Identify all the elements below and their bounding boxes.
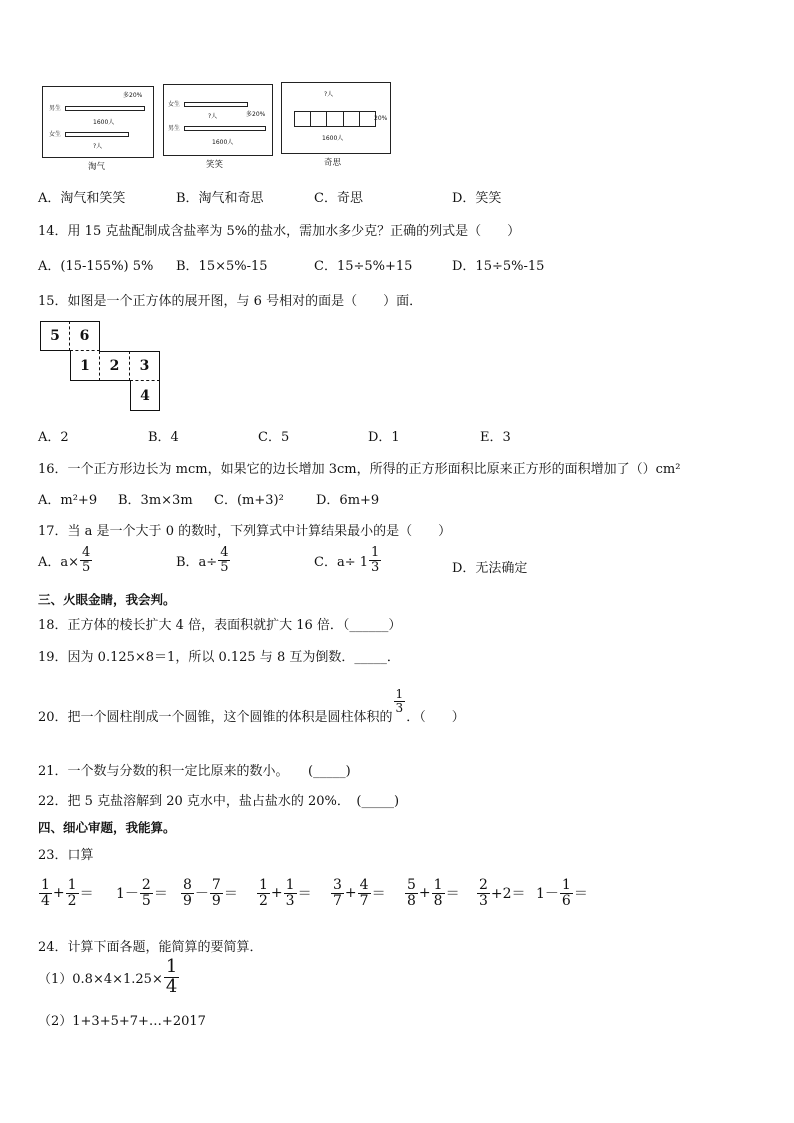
operator: － xyxy=(194,886,209,903)
q15-option-e: E．3 xyxy=(480,430,511,445)
q14-option-a: A．(15-155%) 5% xyxy=(38,259,154,274)
fraction-denominator: 9 xyxy=(183,892,192,909)
prefix: 1－ xyxy=(116,886,139,903)
equals: ＝ xyxy=(223,886,238,903)
fraction-denominator: 7 xyxy=(359,892,369,909)
fraction-denominator: 5 xyxy=(141,892,151,909)
q24-part-2: （2）1+3+5+7+…+2017 xyxy=(38,1014,206,1029)
q24-part-1 xyxy=(38,958,180,997)
q17-a-prefix: A．a× xyxy=(38,554,80,570)
equals: ＝ xyxy=(445,886,460,903)
fraction-numerator: 1 xyxy=(433,877,443,893)
mental-math-5 xyxy=(330,878,386,908)
fraction-denominator: 4 xyxy=(41,892,50,909)
q19-text: 19．因为 0.125×8＝1，所以 0.125 与 8 互为倒数．_____． xyxy=(38,650,400,665)
mental-math-4 xyxy=(256,878,312,908)
fraction xyxy=(140,878,153,908)
fraction-denominator: 3 xyxy=(395,701,404,715)
mental-math-2 xyxy=(116,878,168,908)
fraction-numerator: 3 xyxy=(333,877,342,893)
q20-text xyxy=(38,678,465,725)
fraction-numerator: 1 xyxy=(165,956,178,977)
fraction-numerator: 2 xyxy=(479,877,488,893)
fig1-boy: 男生 xyxy=(49,105,62,112)
q15-option-b: B．4 xyxy=(148,430,179,445)
q23-label: 23．口算 xyxy=(38,848,94,863)
fig2-caption: 笑笑 xyxy=(206,160,224,170)
q14-text: 14．用 15 克盐配制成含盐率为 5%的盐水，需加水多少克？正确的列式是（ ） xyxy=(38,224,521,239)
equals: ＝ xyxy=(573,886,588,903)
q13-option-c: C．奇思 xyxy=(314,191,363,206)
fraction xyxy=(331,878,344,908)
fig1-girl: 女生 xyxy=(49,131,62,138)
q15-option-d: D．1 xyxy=(368,430,400,445)
net-cell-5: 5 xyxy=(40,321,70,351)
net-cell-2: 2 xyxy=(100,351,130,381)
net-cell-3: 3 xyxy=(130,351,160,381)
fraction-numerator: 1 xyxy=(67,877,77,893)
fraction xyxy=(181,878,194,908)
q20-fraction xyxy=(394,688,406,714)
fig3-q: ?人 xyxy=(324,91,334,98)
figure-qisi xyxy=(281,82,391,154)
fraction-denominator: 5 xyxy=(220,559,229,575)
fraction xyxy=(405,878,418,908)
fraction-denominator: 5 xyxy=(82,559,91,575)
fraction-numerator: 7 xyxy=(211,877,221,893)
fraction xyxy=(257,878,270,908)
fraction xyxy=(560,878,573,908)
fraction-denominator: 2 xyxy=(67,892,77,909)
q17-option-c xyxy=(314,546,382,574)
q18-text: 18．正方体的棱长扩大 4 倍，表面积就扩大 16 倍．（______） xyxy=(38,618,402,633)
equals: ＝ xyxy=(153,886,168,903)
q17-b-prefix: B．a÷ xyxy=(176,554,218,570)
fraction-numerator: 1 xyxy=(41,877,50,893)
q16-option-b: B．3m×3m xyxy=(118,493,193,508)
mental-math-6 xyxy=(404,878,460,908)
fig3-bar xyxy=(294,111,376,127)
q17-option-b xyxy=(176,546,231,574)
q15-option-c: C．5 xyxy=(258,430,290,445)
fig2-girl: 女生 xyxy=(168,101,181,108)
q17-option-a xyxy=(38,546,93,574)
q17-c-fraction xyxy=(369,546,381,574)
fraction-numerator: 1 xyxy=(259,877,268,893)
fig2-boy-bar xyxy=(184,126,266,131)
fraction-numerator: 2 xyxy=(141,877,151,893)
operator: + xyxy=(270,885,283,902)
fig2-boy: 男生 xyxy=(168,125,181,132)
operator: + xyxy=(52,885,65,902)
q13-option-a: A．淘气和笑笑 xyxy=(38,191,126,206)
q22-text: 22．把 5 克盐溶解到 20 克水中，盐占盐水的 20%． (_____) xyxy=(38,794,400,809)
fraction-denominator: 9 xyxy=(211,892,221,909)
equals: ＝ xyxy=(297,886,312,903)
fig1-girl-bar xyxy=(65,132,129,137)
q24-label: 24．计算下面各题，能简算的要简算． xyxy=(38,940,263,955)
net-cell-4: 4 xyxy=(130,381,160,411)
q20-suffix: ．（ ） xyxy=(406,710,465,725)
fraction-numerator: 8 xyxy=(183,877,192,893)
fraction xyxy=(358,878,371,908)
q16-option-a: A．m²+9 xyxy=(38,493,98,508)
fraction-numerator: 5 xyxy=(407,877,416,893)
q16-option-d: D．6m+9 xyxy=(316,493,380,508)
figure-taoqi xyxy=(42,86,154,158)
operator: + xyxy=(344,885,357,902)
operator: + xyxy=(418,885,431,902)
fraction xyxy=(432,878,445,908)
q20-prefix: 20．把一个圆柱削成一个圆锥，这个圆锥的体积是圆柱体积的 xyxy=(38,710,393,725)
fraction-numerator: 4 xyxy=(359,877,369,893)
fraction-numerator: 4 xyxy=(82,545,91,560)
mental-math-8 xyxy=(536,878,588,908)
q14-option-c: C．15÷5%+15 xyxy=(314,259,413,274)
fig1-total: 1600人 xyxy=(93,119,115,126)
fraction xyxy=(477,878,490,908)
fig1-more: 多20% xyxy=(123,92,143,99)
fraction-numerator: 1 xyxy=(285,877,295,893)
figure-xiaoxiao xyxy=(163,84,273,156)
mental-math-1 xyxy=(38,878,94,908)
mental-math-7 xyxy=(476,878,526,908)
q16-option-c: C．(m+3)² xyxy=(214,493,284,508)
fraction-numerator: 4 xyxy=(220,545,229,560)
fig2-total: 1600人 xyxy=(212,139,234,146)
fig1-q: ?人 xyxy=(93,143,103,150)
fraction xyxy=(39,878,52,908)
fig1-boy-bar xyxy=(65,106,145,111)
equals: ＝ xyxy=(79,886,94,903)
equals: ＝ xyxy=(371,886,386,903)
fraction-numerator: 1 xyxy=(395,687,404,702)
q16-text: 16．一个正方形边长为 mcm，如果它的边长增加 3cm，所得的正方形面积比原来正方形的面积增加了（）cm² xyxy=(38,462,681,477)
q17-a-fraction xyxy=(80,546,92,574)
fig2-q: ?人 xyxy=(208,113,218,120)
fig1-caption: 淘气 xyxy=(88,162,106,172)
fig3-caption: 奇思 xyxy=(324,158,342,168)
fraction xyxy=(210,878,223,908)
fraction-denominator: 6 xyxy=(561,892,571,909)
q17-c-prefix: C．a÷ 1 xyxy=(314,554,368,570)
fig2-more: 多20% xyxy=(246,111,266,118)
fraction-denominator: 3 xyxy=(285,892,295,909)
q14-option-d: D．15÷5%-15 xyxy=(452,259,545,274)
fraction-denominator: 3 xyxy=(371,559,380,575)
q13-option-d: D．笑笑 xyxy=(452,191,502,206)
mental-math-3 xyxy=(180,878,238,908)
q17-b-fraction xyxy=(218,546,230,574)
q24-p1-fraction xyxy=(164,958,179,997)
net-cell-1: 1 xyxy=(70,351,100,381)
section-4-heading: 四、细心审题，我能算。 xyxy=(38,820,176,835)
operator: +2＝ xyxy=(490,886,526,903)
fig3-total: 1600人 xyxy=(322,135,344,142)
fraction-denominator: 8 xyxy=(433,892,443,909)
net-cell-6: 6 xyxy=(70,321,100,351)
fig2-girl-bar xyxy=(184,102,248,107)
q21-text: 21．一个数与分数的积一定比原来的数小。 (_____) xyxy=(38,764,351,779)
q17-option-d: D．无法确定 xyxy=(452,561,528,576)
q14-option-b: B．15×5%-15 xyxy=(176,259,268,274)
fraction-denominator: 4 xyxy=(165,975,178,997)
fraction xyxy=(66,878,79,908)
fraction-numerator: 1 xyxy=(561,877,571,893)
q15-text: 15．如图是一个正方体的展开图，与 6 号相对的面是（ ）面． xyxy=(38,294,423,309)
q24-p1-prefix: （1）0.8×4×1.25× xyxy=(38,971,163,987)
fig3-pct: 20% xyxy=(374,115,388,122)
fraction-denominator: 2 xyxy=(259,892,268,909)
q15-option-a: A．2 xyxy=(38,430,69,445)
prefix: 1－ xyxy=(536,886,559,903)
fraction-denominator: 8 xyxy=(407,892,416,909)
section-3-heading: 三、火眼金睛，我会判。 xyxy=(38,592,176,607)
q17-text: 17．当 a 是一个大于 0 的数时，下列算式中计算结果最小的是（ ） xyxy=(38,524,452,539)
fraction-denominator: 3 xyxy=(479,892,488,909)
q13-option-b: B．淘气和奇思 xyxy=(176,191,264,206)
fraction-denominator: 7 xyxy=(333,892,342,909)
fraction-numerator: 1 xyxy=(371,545,380,560)
fraction xyxy=(284,878,297,908)
